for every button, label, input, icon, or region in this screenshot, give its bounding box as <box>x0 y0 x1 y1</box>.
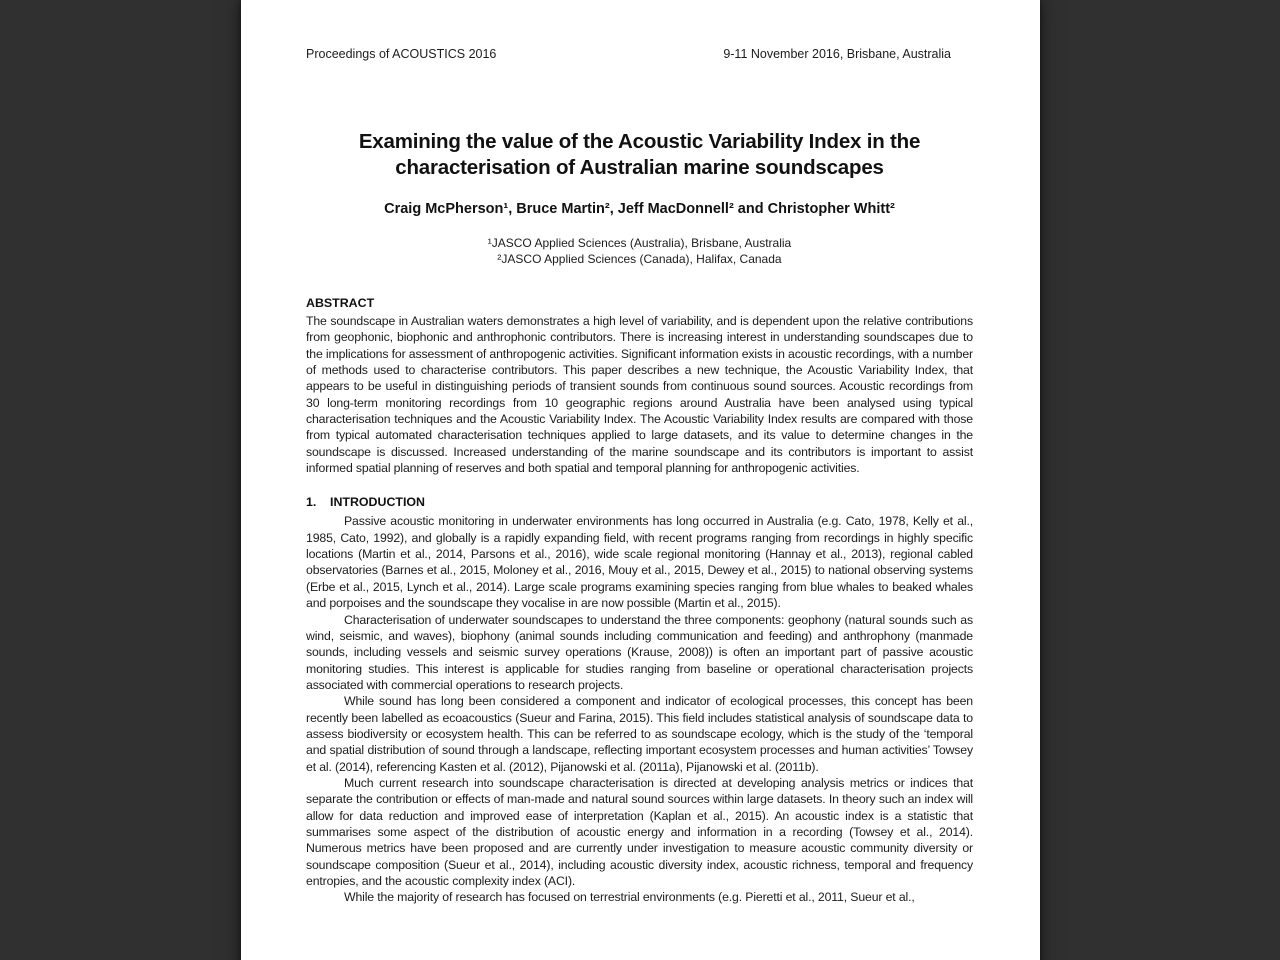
abstract-heading: ABSTRACT <box>306 296 375 310</box>
paper-title: Examining the value of the Acoustic Variability Index in the characterisation of Australian marine soundscapes <box>358 130 921 179</box>
page-header <box>306 47 973 62</box>
intro-paragraph: Passive acoustic monitoring in underwater environments has long occurred in Australia (e.g. Cato, 1978, Kelly et al., 1985, Cato, 1992), and globally is a rapidly expanding field, with recent programs ranging from recordings in highly specific locations (Martin et al., 2014, Parsons et al., 2016), wide scale regional monitoring (Hannay et al., 2013), regional cabled observatories (Barnes et al., 2015, Moloney et al., 2016, Mouy et al., 2015, Dewey et al., 2015) to national observing systems (Erbe et al., 2015, Lynch et al., 2014). Large scale programs examining species ranging from blue whales to beaked whales and porpoises and the soundscape they vocalise in are now possible (Martin et al., 2015). <box>306 514 973 611</box>
introduction-heading <box>306 495 973 509</box>
author-list: Craig McPherson¹, Bruce Martin², Jeff MacDonnell² and Christopher Whitt² <box>384 201 895 217</box>
abstract-paragraph: The soundscape in Australian waters demonstrates a high level of variability, and is dependent upon the relative contributions from geophonic, biophonic and anthrophonic contributors. There is increasing interest in understanding soundscapes due to the implications for assessment of anthropogenic activities. Significant information exists in acoustic recordings, with a number of methods used to characterise contributors. This paper describes a new technique, the Acoustic Variability Index, that appears to be useful in distinguishing periods of transient sounds from continuous sound sources. Acoustic recordings from 30 long-term monitoring recordings from 10 geographic regions around Australia have been analysed using typical characterisation techniques and the Acoustic Variability Index. The Acoustic Variability Index results are compared with those from typical automated characterisation techniques applied to large datasets, and its value to determine changes in the soundscape is discussed. Increased understanding of the marine soundscape and its contributors is important to assist informed spatial planning of reserves and both spatial and temporal planning for anthropogenic activities. <box>306 314 973 476</box>
conference-date-location-text: 9-11 November 2016, Brisbane, Australia <box>723 47 951 61</box>
proceedings-header-text: Proceedings of ACOUSTICS 2016 <box>306 47 497 61</box>
page-content <box>241 0 1040 906</box>
document-page <box>241 0 1040 960</box>
intro-paragraph: Much current research into soundscape characterisation is directed at developing analysis metrics or indices that separate the contribution or effects of man-made and natural sound sources within large datasets. In theory such an index will allow for data reduction and improved ease of interpretation (Kaplan et al., 2015). An acoustic index is a statistic that summarises some aspect of the distribution of acoustic energy and information in a recording (Towsey et al., 2014). Numerous metrics have been proposed and are currently under investigation to measure acoustic community diversity or soundscape composition (Sueur et al., 2014), including acoustic diversity index, acoustic richness, temporal and frequency entropies, and the acoustic complexity index (ACI). <box>306 775 973 888</box>
affiliations <box>306 236 973 267</box>
intro-paragraph: Characterisation of underwater soundscapes to understand the three components: geophony (natural sounds such as wind, seismic, and waves), biophony (animal sounds including communication and feeding) and anthrophony (manmade sounds, including vessels and seismic survey operations (Krause, 2008)) is often an important part of passive acoustic monitoring studies. This interest is applicable for studies ranging from baseline or operational characterisation projects associated with commercial operations to research projects. <box>306 612 973 692</box>
affiliation-line: ²JASCO Applied Sciences (Canada), Halifax, Canada <box>497 251 782 266</box>
section-title: INTRODUCTION <box>330 495 425 510</box>
section-number: 1. <box>306 495 317 510</box>
intro-paragraph: While sound has long been considered a component and indicator of ecological processes, this concept has been recently been labelled as ecoacoustics (Sueur and Farina, 2015). This field includes statistical analysis of soundscape data to assess biodiversity or ecosystem health. This can be referred to as soundscape ecology, which is the study of the ‘temporal and spatial distribution of sound through a landscape, reflecting important ecosystem processes and human activities’ Towsey et al. (2014), referencing Kasten et al. (2012), Pijanowski et al. (2011a), Pijanowski et al. (2011b). <box>306 694 973 774</box>
intro-paragraph: While the majority of research has focused on terrestrial environments (e.g. Pieretti et al., 2011, Sueur et al., <box>344 890 915 905</box>
affiliation-line: ¹JASCO Applied Sciences (Australia), Brisbane, Australia <box>487 236 792 250</box>
